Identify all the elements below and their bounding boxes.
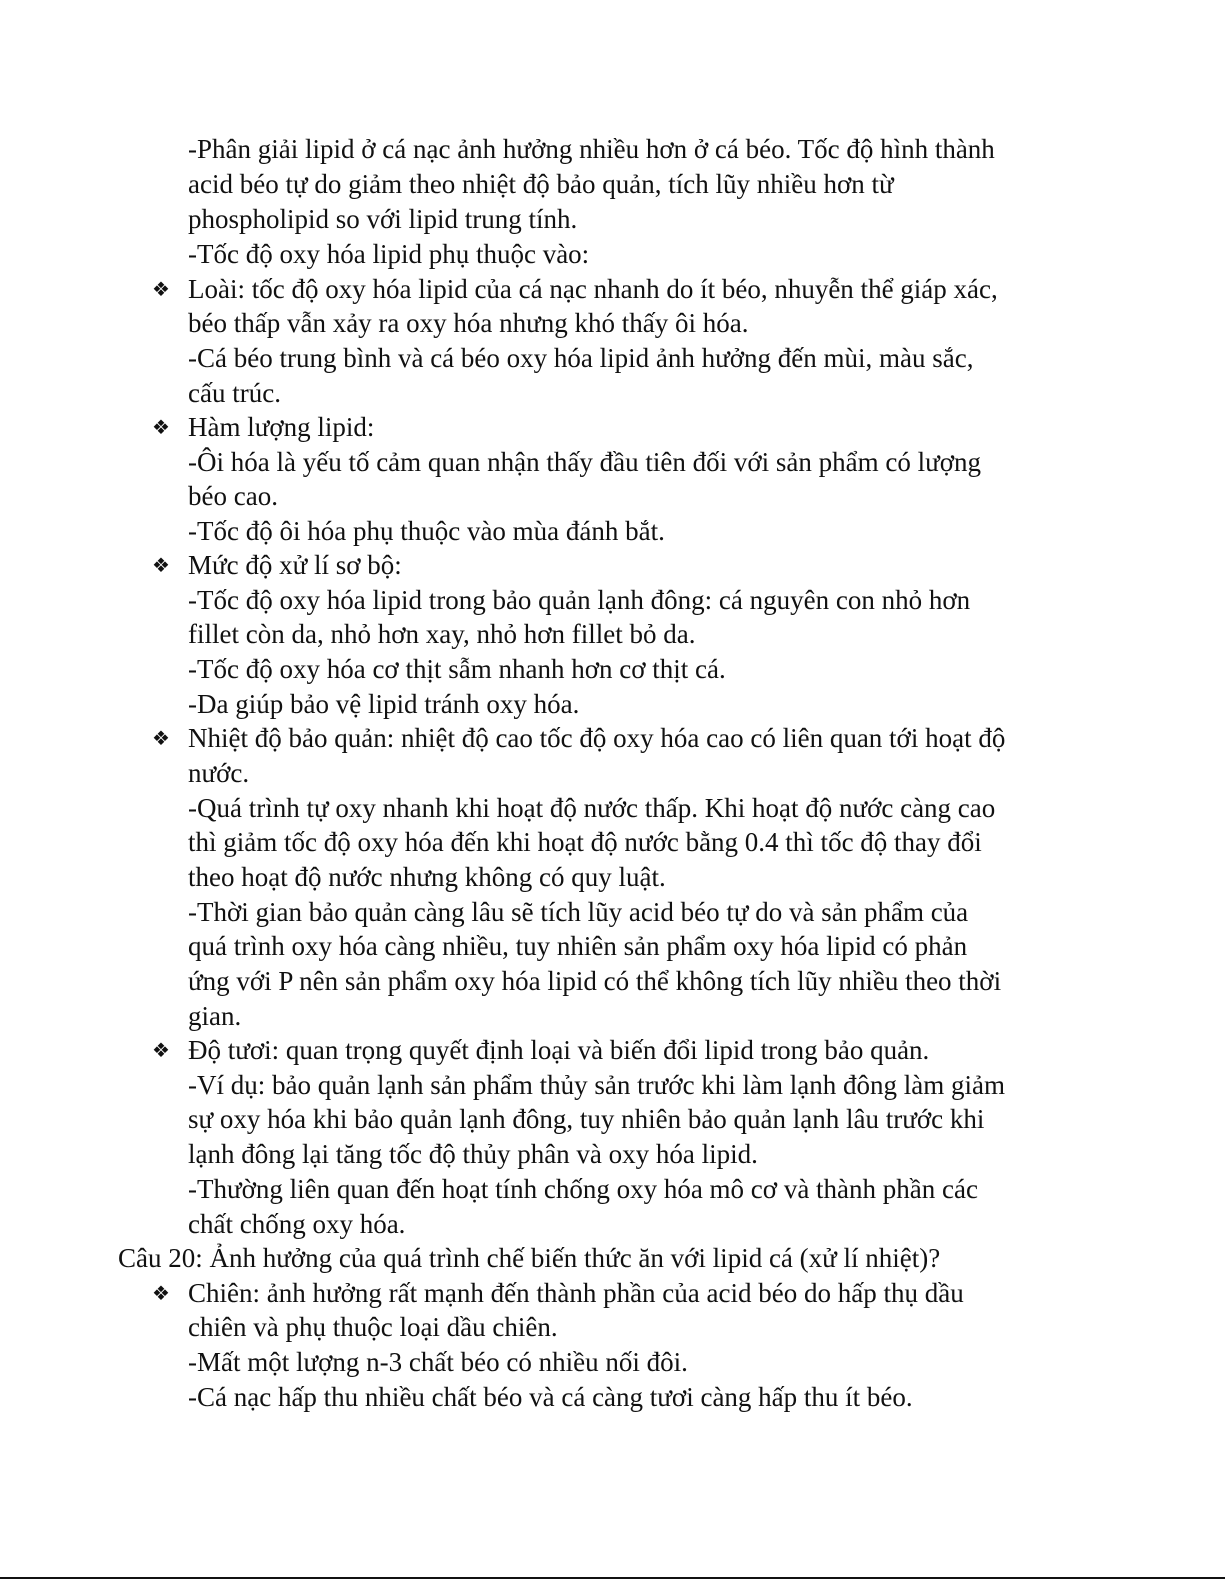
bullet-text: Loài: tốc độ oxy hóa lipid của cá nạc nhanh do ít béo, nhuyễn thể giáp xác, (188, 274, 998, 304)
bullet-item (152, 1033, 929, 1067)
text-line: -Thường liên quan đến hoạt tính chống oxy hóa mô cơ và thành phần các (188, 1174, 978, 1204)
text-line: -Quá trình tự oxy nhanh khi hoạt độ nước thấp. Khi hoạt độ nước càng cao (188, 793, 996, 823)
text-line: sự oxy hóa khi bảo quản lạnh đông, tuy nhiên bảo quản lạnh lâu trước khi (188, 1104, 985, 1134)
bullet-text: Hàm lượng lipid: (188, 412, 375, 442)
bullet-text: Chiên: ảnh hưởng rất mạnh đến thành phần của acid béo do hấp thụ dầu (188, 1278, 964, 1308)
text-line: phospholipid so với lipid trung tính. (188, 204, 578, 234)
text-line: -Ôi hóa là yếu tố cảm quan nhận thấy đầu tiên đối với sản phẩm có lượng (188, 447, 981, 477)
bullet-diamond-icon: ❖ (152, 277, 170, 301)
text-line: gian. (188, 1001, 242, 1031)
text-line: nước. (188, 758, 250, 788)
text-line: chất chống oxy hóa. (188, 1209, 406, 1239)
text-line: ứng với P nên sản phẩm oxy hóa lipid có thể không tích lũy nhiều theo thời (188, 966, 1002, 996)
text-line: quá trình oxy hóa càng nhiều, tuy nhiên sản phẩm oxy hóa lipid có phản (188, 931, 968, 961)
text-line: béo thấp vẫn xảy ra oxy hóa nhưng khó thấy ôi hóa. (188, 308, 749, 338)
text-line: -Phân giải lipid ở cá nạc ảnh hưởng nhiều hơn ở cá béo. Tốc độ hình thành (188, 134, 995, 164)
bullet-diamond-icon: ❖ (152, 415, 170, 439)
text-line: chiên và phụ thuộc loại dầu chiên. (188, 1312, 558, 1342)
text-line: cấu trúc. (188, 378, 281, 408)
bullet-diamond-icon: ❖ (152, 553, 170, 577)
text-line: -Cá nạc hấp thu nhiều chất béo và cá càng tươi càng hấp thu ít béo. (188, 1382, 913, 1412)
bullet-item (152, 272, 998, 306)
text-line: -Thời gian bảo quản càng lâu sẽ tích lũy acid béo tự do và sản phẩm của (188, 897, 969, 927)
text-line: -Cá béo trung bình và cá béo oxy hóa lipid ảnh hưởng đến mùi, màu sắc, (188, 343, 974, 373)
text-line: fillet còn da, nhỏ hơn xay, nhỏ hơn fillet bỏ da. (188, 619, 696, 649)
text-line: béo cao. (188, 481, 278, 511)
bullet-text: Mức độ xử lí sơ bộ: (188, 550, 402, 580)
text-line: -Tốc độ ôi hóa phụ thuộc vào mùa đánh bắt. (188, 516, 665, 546)
question-heading: Câu 20: Ảnh hưởng của quá trình chế biến thức ăn với lipid cá (xử lí nhiệt)? (118, 1243, 941, 1273)
text-line: lạnh đông lại tăng tốc độ thủy phân và oxy hóa lipid. (188, 1139, 758, 1169)
bullet-item (152, 548, 402, 582)
bullet-text: Độ tươi: quan trọng quyết định loại và biến đổi lipid trong bảo quản. (188, 1035, 930, 1065)
bullet-item (152, 1276, 964, 1310)
bullet-diamond-icon: ❖ (152, 1281, 170, 1305)
text-line: acid béo tự do giảm theo nhiệt độ bảo quản, tích lũy nhiều hơn từ (188, 169, 894, 199)
bullet-item (152, 410, 374, 444)
text-line: -Ví dụ: bảo quản lạnh sản phẩm thủy sản trước khi làm lạnh đông làm giảm (188, 1070, 1006, 1100)
bullet-text: Nhiệt độ bảo quản: nhiệt độ cao tốc độ oxy hóa cao có liên quan tới hoạt độ (188, 723, 1006, 753)
text-line: theo hoạt độ nước nhưng không có quy luật. (188, 862, 666, 892)
bullet-diamond-icon: ❖ (152, 726, 170, 750)
text-line: thì giảm tốc độ oxy hóa đến khi hoạt độ nước bằng 0.4 thì tốc độ thay đổi (188, 827, 982, 857)
bullet-diamond-icon: ❖ (152, 1038, 170, 1062)
text-line: -Tốc độ oxy hóa lipid trong bảo quản lạnh đông: cá nguyên con nhỏ hơn (188, 585, 971, 615)
text-line: -Mất một lượng n-3 chất béo có nhiều nối đôi. (188, 1347, 688, 1377)
bullet-item (152, 721, 1005, 755)
text-line: -Da giúp bảo vệ lipid tránh oxy hóa. (188, 689, 580, 719)
text-line: -Tốc độ oxy hóa lipid phụ thuộc vào: (188, 239, 590, 269)
page-bottom-divider (0, 1577, 1225, 1579)
text-line: -Tốc độ oxy hóa cơ thịt sẫm nhanh hơn cơ thịt cá. (188, 654, 726, 684)
